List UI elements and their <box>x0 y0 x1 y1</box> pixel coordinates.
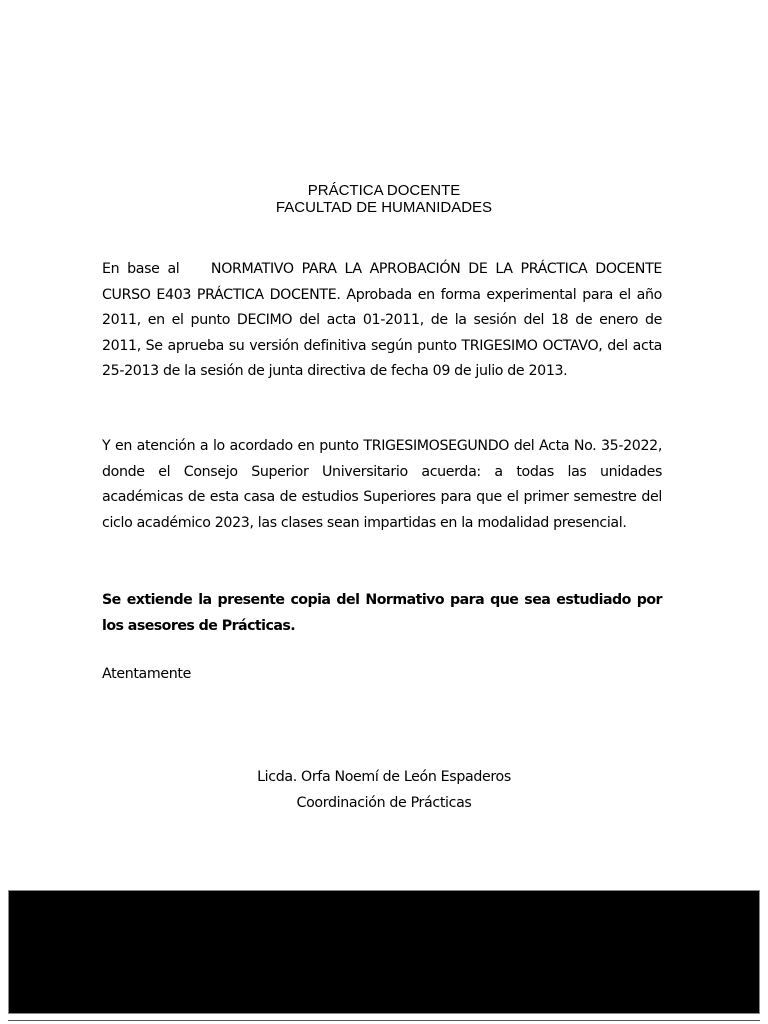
signatory-name: Licda. Orfa Noemí de León Espaderos <box>257 769 511 785</box>
signature-block <box>0 764 768 816</box>
redacted-area <box>8 890 760 1014</box>
paragraph-copia: Se extiende la presente copia del Normativo para que sea estudiado por los asesores de Prácticas. <box>102 592 662 634</box>
paragraph-acuerdo: Y en atención a lo acordado en punto TRIGESIMOSEGUNDO del Acta No. 35-2022, donde el Consejo Superior Universitario acuerda: a todas las unidades académicas de esta casa de estudios Superiores para que el primer semestre del ciclo académico 2023, las clases sean impartidas en la modalidad presencial. <box>102 438 662 531</box>
document-header <box>0 182 768 216</box>
signatory-title: Coordinación de Prácticas <box>296 795 472 811</box>
paragraph-normativo: En base al NORMATIVO PARA LA APROBACIÓN DE LA PRÁCTICA DOCENTE CURSO E403 PRÁCTICA DOCENTE. Aprobada en forma experimental para el año 2011, en el punto DECIMO del acta 01-2011, de la sesión del 18 de enero de 2011, Se aprueba su versión definitiva según punto TRIGESIMO OCTAVO, del acta 25-2013 de la sesión de junta directiva de fecha 09 de julio de 2013. <box>102 261 667 379</box>
closing-text: Atentamente <box>102 666 191 682</box>
header-title: PRÁCTICA DOCENTE <box>307 182 461 199</box>
page-divider <box>8 1020 760 1021</box>
header-faculty: FACULTAD DE HUMANIDADES <box>275 199 493 216</box>
